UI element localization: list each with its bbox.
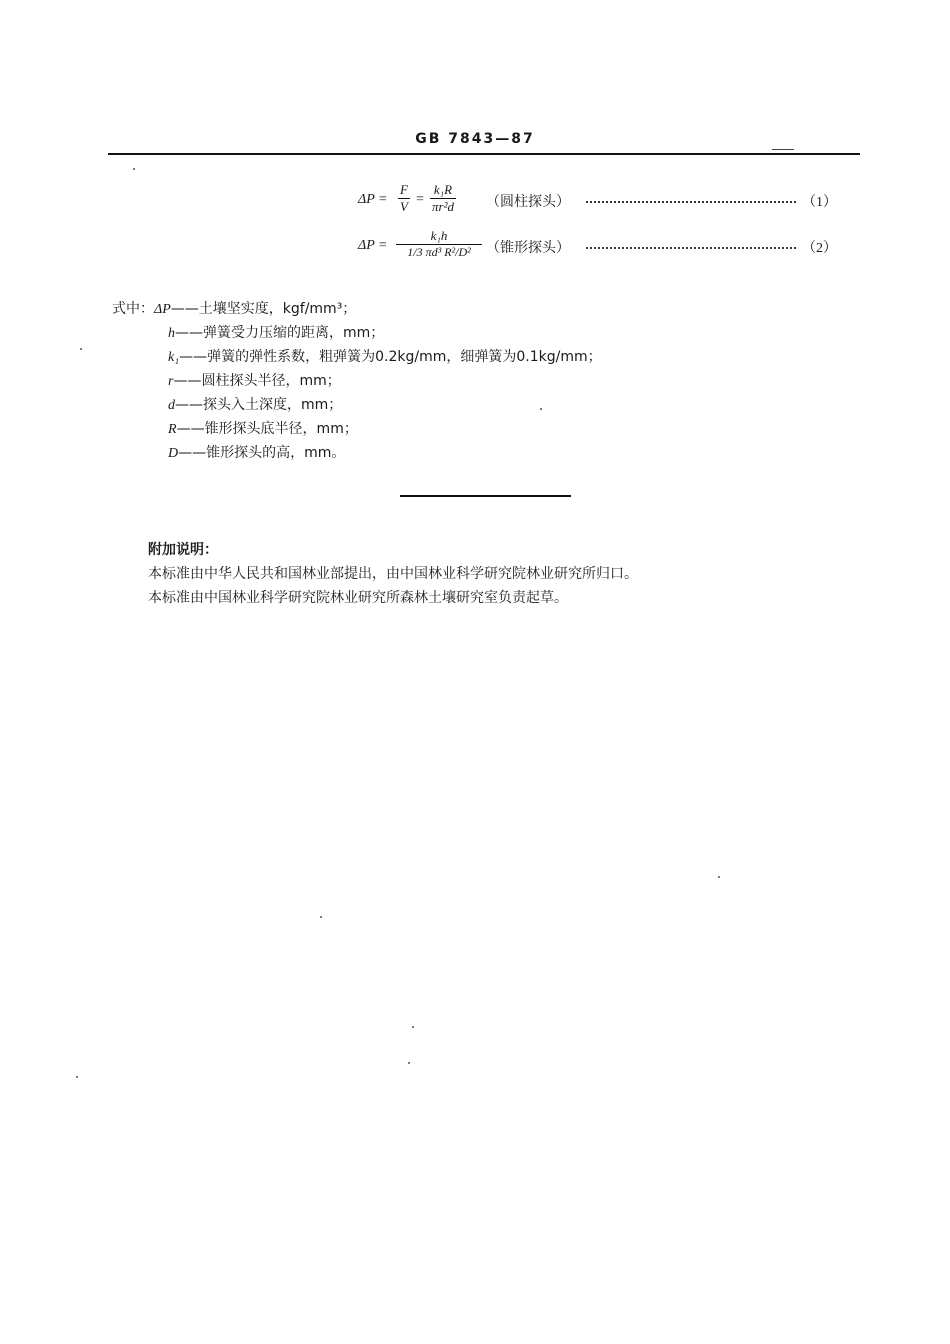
scan-speck [320, 916, 322, 918]
scan-speck [412, 1026, 414, 1028]
formula-1 [358, 182, 848, 232]
definition-row [112, 298, 356, 318]
formula-1-number: （1） [802, 195, 837, 210]
formula-1-lhs: ΔP = [358, 192, 388, 207]
formula-2-leader [586, 247, 796, 249]
formula-2-lhs: ΔP = [358, 238, 388, 253]
header-rule [108, 153, 860, 155]
definition-text: ——锥形探头底半径，mm； [176, 421, 358, 437]
definition-symbol: h [168, 326, 175, 341]
formula-1-fraction-a [398, 182, 410, 215]
scan-speck [76, 1076, 78, 1078]
definition-row [168, 370, 341, 390]
definition-symbol: r [168, 374, 174, 389]
formula-1-label: （圆柱探头） [486, 194, 570, 210]
scan-speck [540, 408, 542, 410]
definition-symbol: ΔP [154, 302, 171, 317]
definition-text: ——土壤坚实度，kgf/mm³； [170, 301, 357, 317]
formula-1-frac-b-numerator: k₁R [430, 182, 456, 199]
section-end-rule [400, 495, 571, 497]
scan-speck [408, 1062, 410, 1064]
definition-symbol: d [168, 398, 175, 413]
standard-code-header: GB 7843—87 [415, 131, 535, 147]
formula-1-leader [586, 201, 796, 203]
formula-2-denominator: 1/3 πd³ R²/D² [407, 245, 471, 259]
definition-row [168, 418, 358, 438]
definition-text: ——弹簧受力压缩的距离，mm； [175, 325, 385, 341]
definition-symbol: R [168, 422, 177, 437]
formula-2 [358, 228, 848, 288]
definitions-intro: 式中： [112, 301, 154, 317]
notes-title: 附加说明： [148, 542, 218, 558]
formula-1-frac-b-denominator: πr²d [432, 199, 454, 214]
definition-text: ——锥形探头的高，mm。 [178, 445, 346, 461]
formula-1-fraction-b [430, 182, 456, 215]
formula-1-frac-a-numerator: F [400, 182, 408, 197]
formula-2-number: （2） [802, 241, 837, 256]
notes-line: 本标准由中华人民共和国林业部提出，由中国林业科学研究院林业研究所归口。 [148, 566, 638, 582]
scan-speck [80, 348, 82, 350]
formula-1-equals: = [416, 192, 424, 207]
additional-notes [148, 538, 638, 610]
scan-speck [133, 168, 135, 170]
definition-row [168, 322, 384, 342]
scan-speck [718, 876, 720, 878]
header-mark [772, 149, 794, 150]
definition-row [168, 346, 602, 366]
definition-text: ——弹簧的弹性系数，粗弹簧为0.2kg/mm，细弹簧为0.1kg/mm； [179, 349, 602, 365]
notes-line: 本标准由中国林业科学研究院林业研究所森林土壤研究室负责起草。 [148, 590, 568, 606]
definition-row [168, 394, 342, 414]
definition-text: ——圆柱探头半径，mm； [173, 373, 341, 389]
formula-2-label: （锥形探头） [486, 240, 570, 256]
definition-text: ——探头入土深度，mm； [175, 397, 343, 413]
formula-1-frac-a-denominator: V [400, 199, 408, 214]
formula-2-numerator: k₁h [396, 228, 482, 245]
formula-2-fraction [396, 228, 482, 260]
definition-symbol: D [168, 446, 179, 461]
definition-symbol: k₁ [168, 350, 180, 365]
definition-row [168, 442, 345, 462]
